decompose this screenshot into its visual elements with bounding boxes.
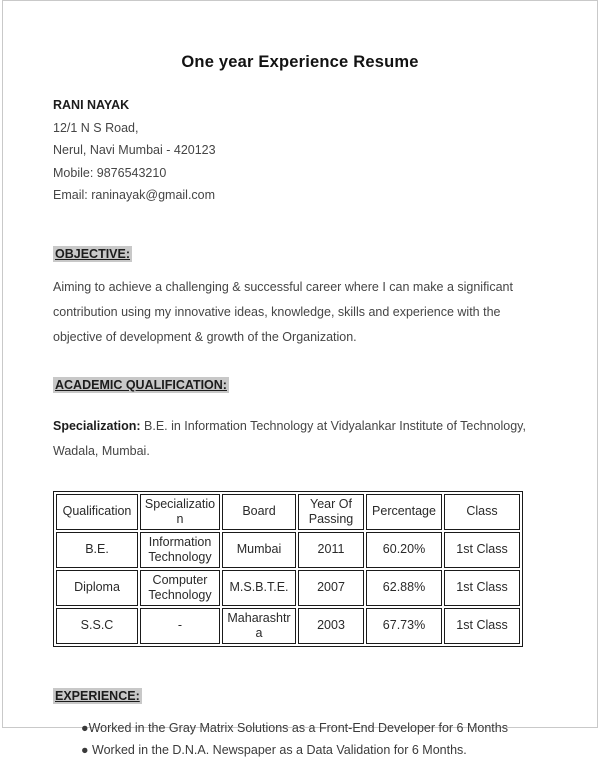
table-cell: Maharashtra — [222, 608, 296, 644]
resume-page — [2, 0, 598, 757]
table-cell: - — [140, 608, 220, 644]
page-title: One year Experience Resume — [181, 53, 419, 71]
experience-item-text: Worked in the D.N.A. Newspaper as a Data Validation for 6 Months. — [92, 742, 467, 757]
table-header-year-of-passing: Year Of Passing — [298, 494, 364, 530]
experience-heading: EXPERIENCE: — [55, 688, 140, 703]
table-cell: 1st Class — [444, 570, 520, 606]
table-cell: Information Technology — [140, 532, 220, 568]
qualification-table — [53, 491, 523, 647]
table-header-class: Class — [444, 494, 520, 530]
table-cell: Diploma — [56, 570, 138, 606]
contact-block — [53, 94, 547, 207]
table-cell: 67.73% — [366, 608, 442, 644]
specialization-paragraph — [53, 414, 547, 464]
contact-email: Email: raninayak@gmail.com — [53, 188, 216, 202]
table-header-board: Board — [222, 494, 296, 530]
table-header-qualification: Qualification — [56, 494, 138, 530]
table-cell: Mumbai — [222, 532, 296, 568]
contact-address-line1: 12/1 N S Road, — [53, 120, 139, 135]
table-cell: 1st Class — [444, 608, 520, 644]
table-row — [56, 532, 520, 568]
experience-item-text: Worked in the Gray Matrix Solutions as a Front-End Developer for 6 Months — [88, 720, 508, 735]
experience-list — [53, 717, 547, 761]
table-cell: 62.88% — [366, 570, 442, 606]
contact-address-line2: Nerul, Navi Mumbai - 420123 — [53, 143, 216, 157]
table-cell: S.S.C — [56, 608, 138, 644]
specialization-label: Specialization: — [53, 418, 141, 433]
list-item — [81, 739, 547, 761]
table-row — [56, 608, 520, 644]
table-header-specialization: Specialization — [140, 494, 220, 530]
table-header-percentage: Percentage — [366, 494, 442, 530]
objective-heading: OBJECTIVE: — [55, 246, 131, 261]
table-cell: Computer Technology — [140, 570, 220, 606]
list-item — [81, 717, 547, 739]
table-cell: B.E. — [56, 532, 138, 568]
contact-mobile: Mobile: 9876543210 — [53, 165, 167, 180]
objective-text: Aiming to achieve a challenging & successful career where I can make a significant contribution using my innovative ideas, knowledge, skills and experience with the objective of development & growth of the Organization. — [53, 279, 517, 344]
table-row — [56, 570, 520, 606]
specialization-text: B.E. in Information Technology at Vidyalankar Institute of Technology, Wadala, Mumbai. — [53, 418, 530, 458]
table-cell: 2003 — [298, 608, 364, 644]
bullet-icon: ● — [81, 742, 93, 757]
table-cell: 1st Class — [444, 532, 520, 568]
table-cell: M.S.B.T.E. — [222, 570, 296, 606]
bullet-icon: ● — [81, 720, 89, 735]
table-header-row — [56, 494, 520, 530]
table-cell: 2007 — [298, 570, 364, 606]
table-cell: 60.20% — [366, 532, 442, 568]
academic-qualification-heading: ACADEMIC QUALIFICATION: — [55, 377, 227, 392]
table-cell: 2011 — [298, 532, 364, 568]
contact-name: RANI NAYAK — [53, 98, 130, 112]
